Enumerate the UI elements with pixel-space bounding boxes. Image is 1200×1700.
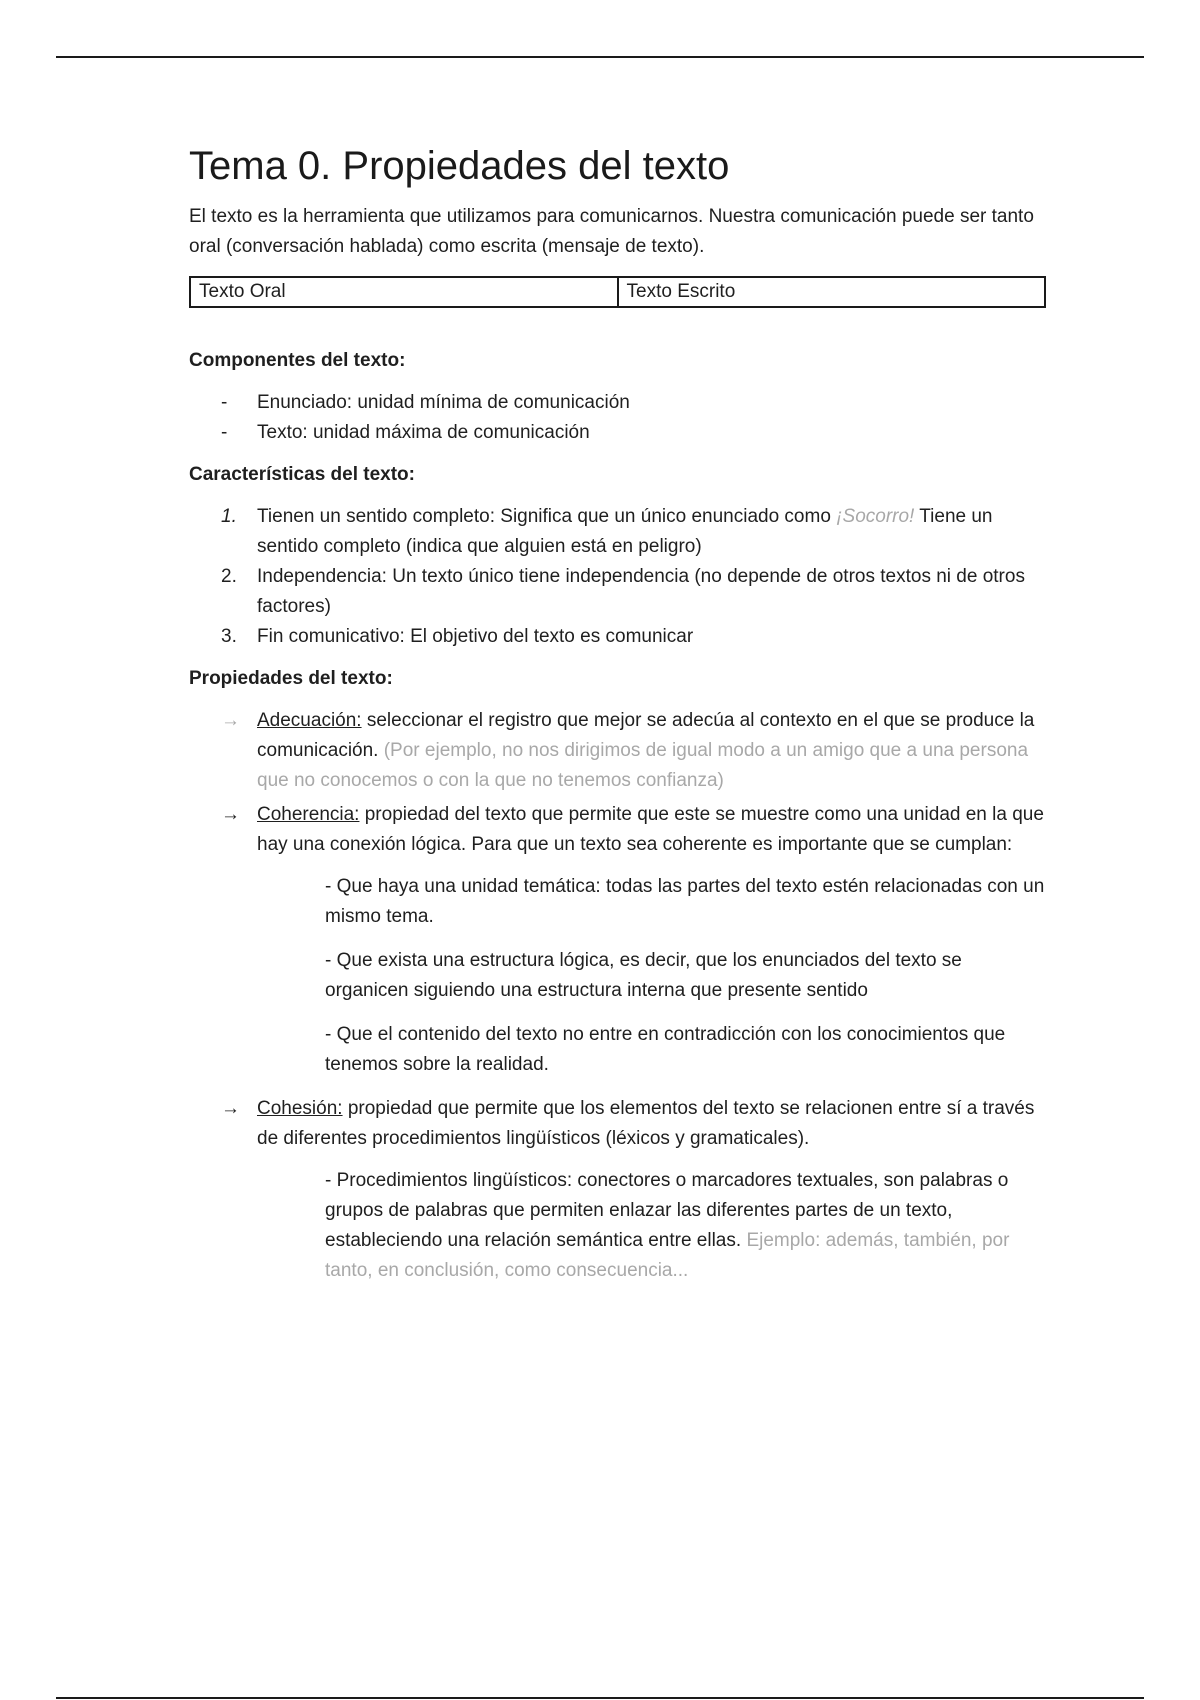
adecuacion-term: Adecuación: [257,710,362,731]
list-item-text: Tienen un sentido completo: Significa que un único enunciado como [257,506,837,527]
adecuacion-note: (Por ejemplo, no nos dirigimos de igual modo a un amigo que a una persona que no conocemos o con la que no tenemos confianza) [257,740,1029,791]
list-item [189,418,1049,448]
dash-marker: - [221,422,228,443]
subpoint: - Que exista una estructura lógica, es decir, que los enunciados del texto se organicen siguiendo una estructura interna que presente sentido [325,950,962,1001]
arrow-right-icon: → [221,1098,240,1119]
list-item [189,562,1049,622]
caracteristicas-heading: Características del texto: [189,464,415,485]
cohesion-text: propiedad que permite que los elementos del texto se relacionen entre sí a través de diferentes procedimientos lingüísticos (léxicos y gramaticales). [257,1098,1035,1149]
caracteristicas-list [189,502,1049,652]
table-cell-oral: Texto Oral [190,277,618,307]
coherencia-subpoints [325,872,1049,1080]
document-page [189,140,1049,1290]
subpoint: - Que el contenido del texto no entre en contradicción con los conocimientos que tenemos sobre la realidad. [325,1024,1006,1075]
arrow-right-icon: → [221,710,240,731]
adecuacion-item [189,706,1049,796]
page-title: Tema 0. Propiedades del texto [189,144,730,188]
text-types-table [189,276,1046,308]
componentes-heading: Componentes del texto: [189,350,406,371]
arrow-right-icon: → [221,804,240,825]
list-item-text: Independencia: Un texto único tiene independencia (no depende de otros textos ni de otros factores) [257,566,1025,617]
list-item-text: Texto: unidad máxima de comunicación [257,422,590,443]
subpoint: - Que haya una unidad temática: todas las partes del texto estén relacionadas con un mismo tema. [325,876,1045,927]
cohesion-subpoints [325,1166,1049,1286]
table-cell-escrito: Texto Escrito [618,277,1046,307]
example-socorro: ¡Socorro! [836,506,915,527]
number-marker: 1. [221,506,237,527]
footer-rule [56,1697,1144,1699]
list-item-text: Fin comunicativo: El objetivo del texto es comunicar [257,626,694,647]
propiedades-list [189,706,1049,1286]
dash-marker: - [221,392,228,413]
number-marker: 2. [221,566,237,587]
cohesion-item [189,1094,1049,1286]
propiedades-heading: Propiedades del texto: [189,668,393,689]
coherencia-text: propiedad del texto que permite que este se muestre como una unidad en la que hay una conexión lógica. Para que un texto sea coherente es importante que se cumplan: [257,804,1044,855]
cohesion-example: Ejemplo: además, también, por tanto, en conclusión, como consecuencia... [325,1230,1010,1281]
componentes-list [189,388,1049,448]
header-rule [56,56,1144,58]
list-item-text: Enunciado: unidad mínima de comunicación [257,392,630,413]
list-item [189,502,1049,562]
list-item-text: Tiene un sentido completo (indica que alguien está en peligro) [257,506,993,557]
coherencia-term: Coherencia: [257,804,360,825]
coherencia-item [189,800,1049,1080]
subpoint-text: - Procedimientos lingüísticos: conectores o marcadores textuales, son palabras o grupos de palabras que permiten enlazar las diferentes partes de un texto, estableciendo una relación semántica entre ellas. [325,1170,1009,1251]
adecuacion-text: seleccionar el registro que mejor se adecúa al contexto en el que se produce la comunicación. [257,710,1035,761]
number-marker: 3. [221,626,237,647]
list-item [189,388,1049,418]
subpoint [325,1166,1049,1286]
list-item [189,622,1049,652]
cohesion-term: Cohesión: [257,1098,343,1119]
intro-paragraph: El texto es la herramienta que utilizamos para comunicarnos. Nuestra comunicación puede ser tanto oral (conversación hablada) como escrita (mensaje de texto). [189,206,1034,257]
